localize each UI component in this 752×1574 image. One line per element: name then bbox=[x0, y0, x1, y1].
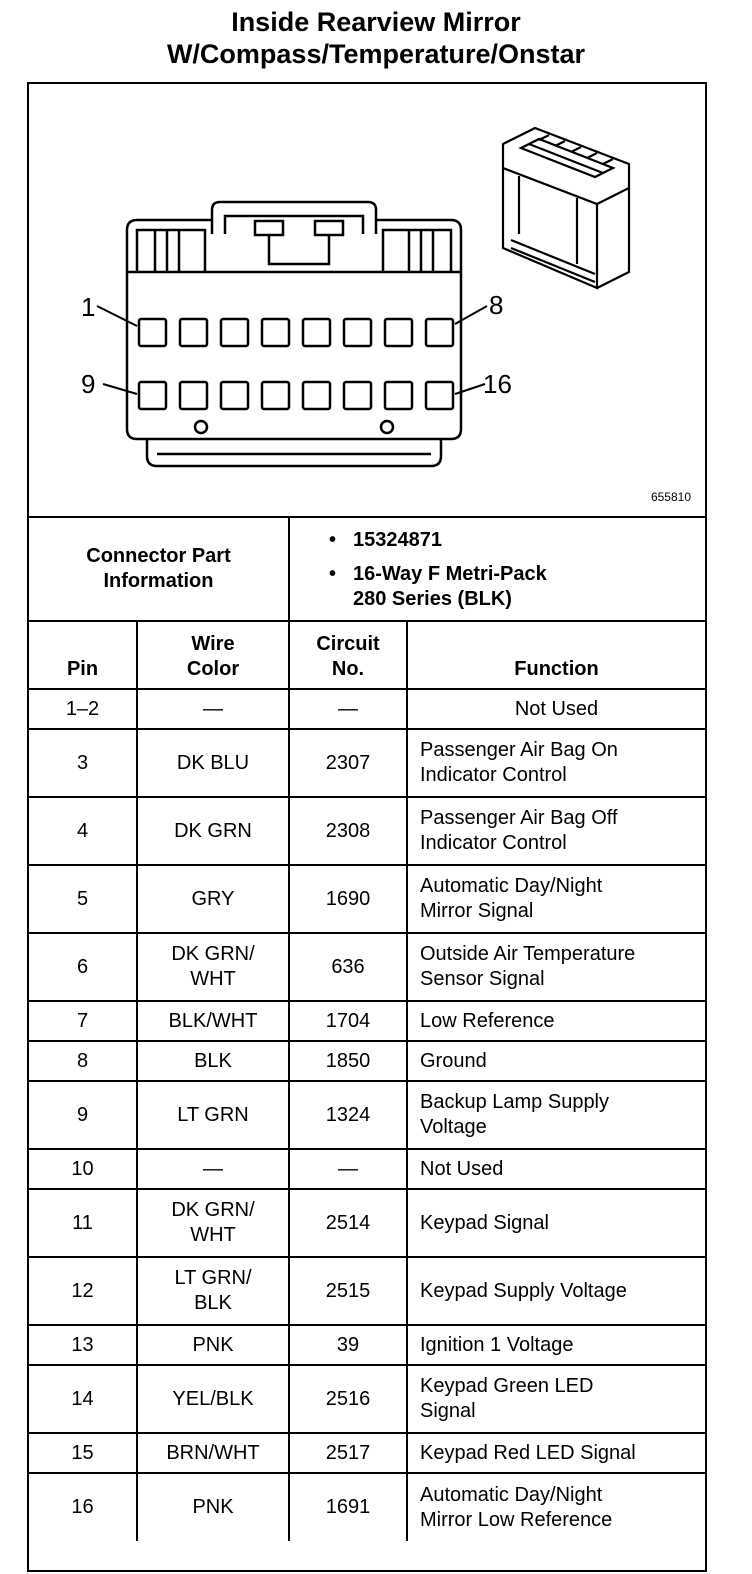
header-circuit-no: Circuit No. bbox=[289, 621, 407, 689]
cell-pin: 3 bbox=[29, 729, 137, 797]
cell-pin: 11 bbox=[29, 1189, 137, 1257]
cell-circuit-no: 39 bbox=[289, 1325, 407, 1365]
cell-function: Keypad Red LED Signal bbox=[407, 1433, 705, 1473]
cell-pin: 7 bbox=[29, 1001, 137, 1041]
title-line-1: Inside Rearview Mirror bbox=[231, 7, 521, 37]
connector-sheet bbox=[27, 82, 707, 1572]
cell-function: Passenger Air Bag Off Indicator Control bbox=[407, 797, 705, 865]
cell-function: Automatic Day/Night Mirror Signal bbox=[407, 865, 705, 933]
cell-function: Backup Lamp Supply Voltage bbox=[407, 1081, 705, 1149]
cell-wire-color: PNK bbox=[137, 1473, 289, 1541]
connector-drawing bbox=[29, 84, 705, 516]
cell-circuit-no: 636 bbox=[289, 933, 407, 1001]
cell-wire-color: BRN/WHT bbox=[137, 1433, 289, 1473]
table-row bbox=[29, 1081, 705, 1149]
table-row bbox=[29, 933, 705, 1001]
pin-label-1: 1 bbox=[81, 292, 96, 322]
cell-pin: 5 bbox=[29, 865, 137, 933]
connector-part-information bbox=[29, 518, 705, 622]
cell-function: Low Reference bbox=[407, 1001, 705, 1041]
cell-function: Not Used bbox=[407, 689, 705, 729]
cell-function: Keypad Supply Voltage bbox=[407, 1257, 705, 1325]
cell-wire-color: YEL/BLK bbox=[137, 1365, 289, 1433]
cell-pin: 14 bbox=[29, 1365, 137, 1433]
table-row bbox=[29, 1473, 705, 1541]
connector-diagram bbox=[29, 84, 705, 518]
connector-info-item-line-1: 16-Way F Metri-Pack bbox=[353, 563, 547, 585]
cell-function: Keypad Signal bbox=[407, 1189, 705, 1257]
cell-wire-color: LT GRN bbox=[137, 1081, 289, 1149]
cell-circuit-no: 1850 bbox=[289, 1041, 407, 1081]
cell-pin: 10 bbox=[29, 1149, 137, 1189]
connector-info-item: • 15324871 bbox=[329, 528, 547, 553]
cell-wire-color: LT GRN/ BLK bbox=[137, 1257, 289, 1325]
cell-pin: 15 bbox=[29, 1433, 137, 1473]
table-row bbox=[29, 1149, 705, 1189]
cell-function: Ground bbox=[407, 1041, 705, 1081]
connector-info-item bbox=[329, 562, 547, 612]
connector-info-list bbox=[329, 528, 547, 621]
connector-iso-view bbox=[503, 128, 629, 288]
cell-circuit-no: 1324 bbox=[289, 1081, 407, 1149]
connector-info-item-line-2: 280 Series (BLK) bbox=[353, 588, 512, 610]
cell-pin: 6 bbox=[29, 933, 137, 1001]
table-row bbox=[29, 1001, 705, 1041]
diagram-title bbox=[0, 6, 752, 70]
connector-info-label-line-2: Information bbox=[103, 570, 214, 592]
cell-pin: 13 bbox=[29, 1325, 137, 1365]
cell-circuit-no: 2514 bbox=[289, 1189, 407, 1257]
table-row bbox=[29, 1325, 705, 1365]
cell-pin: 8 bbox=[29, 1041, 137, 1081]
pin-table-header bbox=[29, 621, 705, 689]
cell-circuit-no: 1691 bbox=[289, 1473, 407, 1541]
cell-function: Passenger Air Bag On Indicator Control bbox=[407, 729, 705, 797]
pin-table bbox=[29, 620, 705, 1541]
table-row bbox=[29, 689, 705, 729]
header-wire-color: Wire Color bbox=[137, 621, 289, 689]
header-function: Function bbox=[407, 621, 705, 689]
cell-pin: 4 bbox=[29, 797, 137, 865]
connector-info-label-line-1: Connector Part bbox=[86, 545, 231, 567]
cell-circuit-no: 2517 bbox=[289, 1433, 407, 1473]
pin-label-8: 8 bbox=[489, 290, 504, 320]
cell-wire-color: PNK bbox=[137, 1325, 289, 1365]
cell-function: Ignition 1 Voltage bbox=[407, 1325, 705, 1365]
table-row bbox=[29, 1257, 705, 1325]
cell-pin: 16 bbox=[29, 1473, 137, 1541]
cell-wire-color: — bbox=[137, 1149, 289, 1189]
cell-circuit-no: — bbox=[289, 689, 407, 729]
cell-circuit-no: 1690 bbox=[289, 865, 407, 933]
cell-wire-color: GRY bbox=[137, 865, 289, 933]
cell-wire-color: BLK bbox=[137, 1041, 289, 1081]
cell-function: Outside Air Temperature Sensor Signal bbox=[407, 933, 705, 1001]
cell-circuit-no: 2307 bbox=[289, 729, 407, 797]
cell-function: Automatic Day/Night Mirror Low Reference bbox=[407, 1473, 705, 1541]
title-line-2: W/Compass/Temperature/Onstar bbox=[166, 39, 586, 69]
cell-wire-color: DK BLU bbox=[137, 729, 289, 797]
cell-pin: 1–2 bbox=[29, 689, 137, 729]
cell-wire-color: DK GRN/ WHT bbox=[137, 1189, 289, 1257]
cell-function: Keypad Green LED Signal bbox=[407, 1365, 705, 1433]
connector-info-label bbox=[29, 518, 290, 620]
table-row bbox=[29, 797, 705, 865]
table-row bbox=[29, 865, 705, 933]
cavity-row-bottom bbox=[139, 382, 453, 409]
cell-function: Not Used bbox=[407, 1149, 705, 1189]
diagram-part-number: 655810 bbox=[650, 490, 691, 504]
table-row bbox=[29, 1189, 705, 1257]
cell-wire-color: — bbox=[137, 689, 289, 729]
cell-circuit-no: — bbox=[289, 1149, 407, 1189]
cell-pin: 9 bbox=[29, 1081, 137, 1149]
table-row bbox=[29, 1041, 705, 1081]
table-row bbox=[29, 1365, 705, 1433]
cell-circuit-no: 2515 bbox=[289, 1257, 407, 1325]
cavity-row-top bbox=[139, 319, 453, 346]
cell-wire-color: DK GRN/ WHT bbox=[137, 933, 289, 1001]
pin-label-9: 9 bbox=[81, 369, 96, 399]
table-row bbox=[29, 1433, 705, 1473]
cell-circuit-no: 1704 bbox=[289, 1001, 407, 1041]
pin-table-body bbox=[29, 689, 705, 1541]
cell-circuit-no: 2516 bbox=[289, 1365, 407, 1433]
cell-pin: 12 bbox=[29, 1257, 137, 1325]
cell-wire-color: BLK/WHT bbox=[137, 1001, 289, 1041]
cell-wire-color: DK GRN bbox=[137, 797, 289, 865]
cell-circuit-no: 2308 bbox=[289, 797, 407, 865]
pin-label-16: 16 bbox=[483, 369, 512, 399]
header-pin: Pin bbox=[29, 621, 137, 689]
table-row bbox=[29, 729, 705, 797]
